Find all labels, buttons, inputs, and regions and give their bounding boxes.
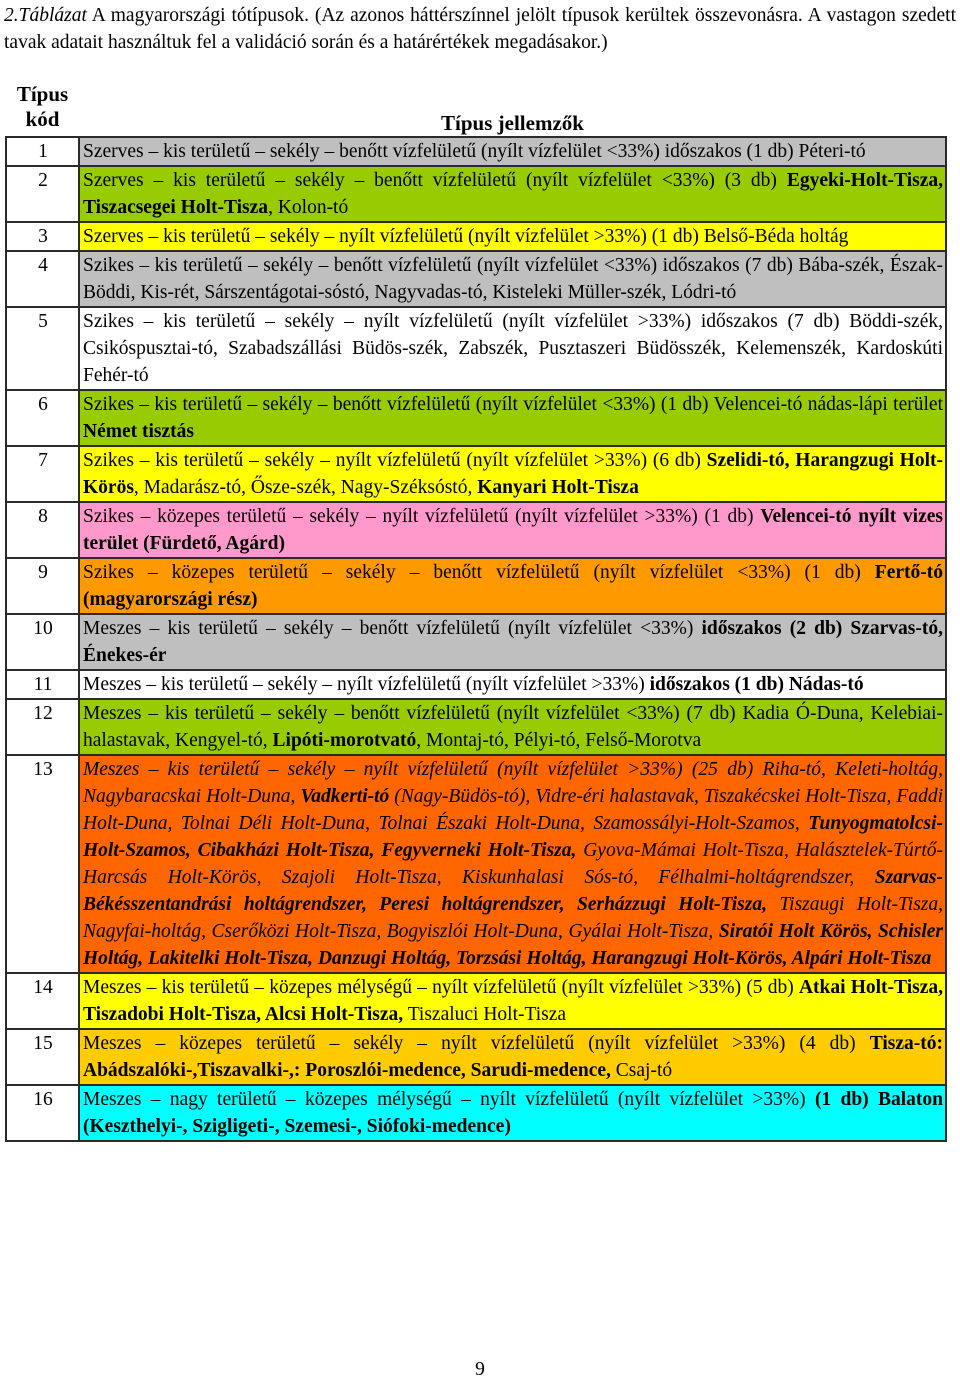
type-description-cell bbox=[79, 614, 946, 670]
description-text: Tiszaluci Holt-Tisza bbox=[403, 1004, 567, 1025]
type-description-cell bbox=[79, 973, 946, 1029]
type-description-cell bbox=[79, 699, 946, 755]
validation-lake-text: Szelidi-tó, Harangzugi Holt-Körös bbox=[83, 450, 943, 498]
description-text: , Montaj-tó, Pélyi-tó, Felső-Morotva bbox=[416, 730, 702, 751]
description-text: Szerves – kis területű – sekély – nyílt vízfelületű (nyílt vízfelület >33%) (1 db) Belső-Béda holtág bbox=[83, 226, 849, 247]
type-code-cell: 11 bbox=[6, 670, 79, 699]
validation-lake-text: Velencei-tó nyílt vizes terület (Fürdető, Agárd) bbox=[83, 506, 943, 554]
type-code-cell: 14 bbox=[6, 973, 79, 1029]
description-text: Tiszaugi Holt-Tisza, Nagyfai-holtág, Cserőközi Holt-Tisza, Bogyiszlói Holt-Duna, Gyálai Holt-Tisza, bbox=[83, 894, 944, 942]
caption-label: 2.Táblázat bbox=[4, 5, 87, 26]
type-description-cell bbox=[79, 390, 946, 446]
description-text: Gyova-Mámai Holt-Tisza, Halásztelek-Túrtő-Harcsás Holt-Körös, Szajoli Holt-Tisza, Kiskunhalasi Sós-tó, Félhalmi-holtágrendszer, bbox=[83, 840, 943, 888]
type-code-cell: 4 bbox=[6, 251, 79, 307]
table-row bbox=[6, 251, 946, 307]
type-code-cell: 12 bbox=[6, 699, 79, 755]
validation-lake-text: Siratói Holt Körös, Schisler Holtág, Lakitelki Holt-Tisza, Danzugi Holtág, Torzsási Holtág, Harangzugi Holt-Körös, Alpári Holt-Tisza bbox=[83, 921, 943, 969]
description-text: , Madarász-tó, Ősze-szék, Nagy-Széksóstó, bbox=[133, 477, 478, 498]
description-text: Szikes – közepes területű – sekély – nyílt vízfelületű (nyílt vízfelület >33%) (1 db) bbox=[83, 506, 761, 527]
validation-lake-text: Egyeki-Holt-Tisza, Tiszacsegei Holt-Tisza bbox=[83, 170, 943, 218]
type-description-cell bbox=[79, 670, 946, 699]
description-text: Meszes – kis területű – sekély – benőtt vízfelületű (nyílt vízfelület <33%) (7 db) Kadia Ó-Duna, Kelebiai-halastavak, Kengyel-tó, bbox=[83, 703, 943, 751]
type-code-cell: 10 bbox=[6, 614, 79, 670]
type-code-cell: 7 bbox=[6, 446, 79, 502]
validation-lake-text: időszakos (2 db) Szarvas-tó, Énekes-ér bbox=[83, 618, 943, 666]
type-code-cell: 8 bbox=[6, 502, 79, 558]
table-row bbox=[6, 166, 946, 222]
table-row bbox=[6, 699, 946, 755]
type-code-cell: 16 bbox=[6, 1085, 79, 1141]
header-type-characteristics: Típus jellemzők bbox=[79, 82, 946, 137]
description-text: Szikes – kis területű – sekély – nyílt vízfelületű (nyílt vízfelület >33%) időszakos (7 db) Böddi-szék, Csikóspusztai-tó, Szabadszállási Büdös-szék, Zabszék, Pusztaszeri Büdösszék, Kelemenszék, Kardoskúti Fehér-tó bbox=[83, 311, 943, 386]
table-row bbox=[6, 390, 946, 446]
description-text: Szikes – közepes területű – sekély – benőtt vízfelületű (nyílt vízfelület <33%) (1 db) bbox=[83, 562, 875, 583]
type-description-cell bbox=[79, 1085, 946, 1141]
table-row bbox=[6, 137, 946, 166]
description-text: Szikes – kis területű – sekély – benőtt vízfelületű (nyílt vízfelület <33%) időszakos (7 db) Bába-szék, Észak-Böddi, Kis-rét, Sárszentágotai-sóstó, Nagyvadas-tó, Kisteleki Müller-szék, Lódri-tó bbox=[83, 255, 943, 303]
description-text: Meszes – kis területű – sekély – benőtt vízfelületű (nyílt vízfelület <33%) bbox=[83, 618, 702, 639]
table-body bbox=[6, 137, 946, 1141]
table-row bbox=[6, 755, 946, 973]
table-row bbox=[6, 1029, 946, 1085]
type-description-cell bbox=[79, 502, 946, 558]
type-code-cell: 5 bbox=[6, 307, 79, 390]
validation-lake-text: időszakos (1 db) Nádas-tó bbox=[649, 674, 864, 695]
table-header-row bbox=[6, 82, 946, 137]
type-description-cell bbox=[79, 1029, 946, 1085]
description-text: Meszes – kis területű – közepes mélységű – nyílt vízfelületű (nyílt vízfelület >33%) (5 db) bbox=[83, 977, 799, 998]
type-code-cell: 2 bbox=[6, 166, 79, 222]
table-row bbox=[6, 307, 946, 390]
type-code-cell: 9 bbox=[6, 558, 79, 614]
validation-lake-text: Vadkerti-tó bbox=[300, 786, 390, 807]
type-code-cell: 15 bbox=[6, 1029, 79, 1085]
description-text: (Nagy-Büdös-tó), Vidre-éri halastavak, Tiszakécskei Holt-Tisza, Faddi Holt-Duna, Tolnai Déli Holt-Duna, Tolnai Északi Holt-Duna, Szamossályi-Holt-Szamos, bbox=[83, 786, 943, 834]
table-row bbox=[6, 670, 946, 699]
type-description-cell bbox=[79, 446, 946, 502]
validation-lake-text: Kanyari Holt-Tisza bbox=[477, 477, 639, 498]
type-description-cell bbox=[79, 222, 946, 251]
caption-text: A magyarországi tótípusok. (Az azonos háttérszínnel jelölt típusok kerültek összevonásra. A vastagon szedett tavak adatait használtuk fel a validáció során és a határértékek megadásakor.) bbox=[4, 5, 956, 53]
table-row bbox=[6, 222, 946, 251]
table-row bbox=[6, 614, 946, 670]
type-code-cell: 6 bbox=[6, 390, 79, 446]
type-code-cell: 3 bbox=[6, 222, 79, 251]
description-text: Meszes – közepes területű – sekély – nyílt vízfelületű (nyílt vízfelület >33%) (4 db) bbox=[83, 1033, 870, 1054]
page-number: 9 bbox=[475, 1359, 485, 1380]
header-type-code: Típus kód bbox=[6, 82, 79, 137]
description-text: Szikes – kis területű – sekély – benőtt vízfelületű (nyílt vízfelület <33%) (1 db) Velencei-tó nádas-lápi terület bbox=[83, 394, 943, 415]
type-description-cell bbox=[79, 166, 946, 222]
table-row bbox=[6, 1085, 946, 1141]
type-description-cell bbox=[79, 137, 946, 166]
description-text: Meszes – kis területű – sekély – nyílt vízfelületű (nyílt vízfelület >33%) (25 db) Riha-tó, Keleti-holtág, Nagybaracskai Holt-Duna, bbox=[83, 759, 943, 807]
description-text: Csaj-tó bbox=[610, 1060, 673, 1081]
table-row bbox=[6, 558, 946, 614]
validation-lake-text: Szarvas-Békésszentandrási holtágrendszer, Peresi holtágrendszer, Serházzugi Holt-Tisza, bbox=[83, 867, 943, 915]
description-text: Szikes – kis területű – sekély – nyílt vízfelületű (nyílt vízfelület >33%) (6 db) bbox=[83, 450, 707, 471]
type-description-cell bbox=[79, 251, 946, 307]
type-description-cell bbox=[79, 558, 946, 614]
description-text: Meszes – nagy területű – közepes mélységű – nyílt vízfelületű (nyílt vízfelület >33%) bbox=[83, 1089, 815, 1110]
description-text: Szerves – kis területű – sekély – benőtt vízfelületű (nyílt vízfelület <33%) időszakos (1 db) Péteri-tó bbox=[83, 141, 866, 162]
table-row bbox=[6, 973, 946, 1029]
type-description-cell bbox=[79, 307, 946, 390]
validation-lake-text: Fertő-tó (magyarországi rész) bbox=[83, 562, 943, 610]
type-code-cell: 13 bbox=[6, 755, 79, 973]
description-text: Szerves – kis területű – sekély – benőtt vízfelületű (nyílt vízfelület <33%) (3 db) bbox=[83, 170, 787, 191]
table-row bbox=[6, 446, 946, 502]
validation-lake-text: Tisza-tó: Abádszalóki-,Tiszavalki-,: Poroszlói-medence, Sarudi-medence, bbox=[83, 1033, 943, 1081]
description-text: Meszes – kis területű – sekély – nyílt vízfelületű (nyílt vízfelület >33%) bbox=[83, 674, 650, 695]
validation-lake-text: (1 db) Balaton (Keszthelyi-, Szigligeti-, Szemesi-, Siófoki-medence) bbox=[83, 1089, 943, 1137]
validation-lake-text: Lipóti-morotvató bbox=[272, 730, 417, 751]
validation-lake-text: Tunyogmatolcsi-Holt-Szamos, Cibakházi Holt-Tisza, Fegyverneki Holt-Tisza, bbox=[83, 813, 943, 861]
lake-types-table bbox=[5, 82, 947, 1142]
type-description-cell bbox=[79, 755, 946, 973]
type-code-cell: 1 bbox=[6, 137, 79, 166]
validation-lake-text: Atkai Holt-Tisza, Tiszadobi Holt-Tisza, Alcsi Holt-Tisza, bbox=[83, 977, 943, 1025]
validation-lake-text: Német tisztás bbox=[83, 421, 194, 442]
table-row bbox=[6, 502, 946, 558]
description-text: , Kolon-tó bbox=[268, 197, 349, 218]
table-caption bbox=[4, 2, 956, 56]
